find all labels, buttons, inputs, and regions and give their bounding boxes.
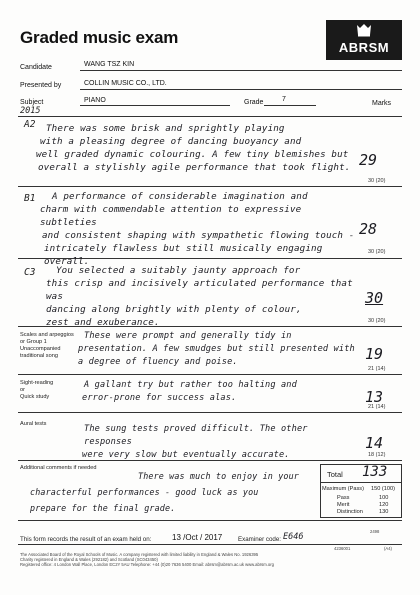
aural-tests-comment: The sung tests proved difficult. The other responses were very slow but eventually accurate. [82, 424, 308, 460]
pass-value: 100 [379, 495, 389, 501]
distinction-value: 130 [379, 509, 389, 515]
fine-print-2: Charity registered in England & Wales (292182) and Scotland (SC043450) [20, 557, 158, 562]
page-title: Graded music exam [20, 28, 179, 47]
exam-date: 13 /Oct / 2017 [172, 533, 223, 542]
crest-icon [356, 23, 372, 37]
footer-divider [18, 544, 402, 545]
subject-value: PIANO [84, 97, 106, 104]
exam-held-label: This form records the result of an exam held on: [20, 536, 152, 543]
logo-text: ABRSM [338, 40, 390, 55]
scales-max-marks: 21 (14) [368, 366, 386, 372]
section-comment: You selected a suitably jaunty approach for this crisp and incisively articulated performance that was dancing along brightly with plenty of colour, zest and exuberance. [46, 265, 353, 328]
section-max-marks: 30 (20) [368, 178, 386, 184]
merit-value: 120 [379, 502, 389, 508]
total-label: Total [327, 470, 343, 479]
section-code: B1 [24, 193, 36, 204]
total-value: 133 [362, 464, 388, 480]
fine-print-3: Registered office: 4 London Wall Place, London EC2Y 5AU Telephone: +44 (0)20 7636 5400 Email: abrsm@abrsm.ac.uk www.abrsm.org [20, 562, 274, 567]
section-comment: There was some brisk and sprightly playing with a pleasing degree of dancing buoyancy and well graded dynamic colouring. A few tiny blemishes but overall a stylishly agile performance that took flight. [36, 123, 351, 173]
sight-reading-label: Sight-reading or Quick study [20, 380, 54, 400]
scales-mark: 19 [365, 345, 384, 363]
row-divider [18, 116, 402, 117]
sight-reading-max-marks: 21 (14) [368, 404, 386, 410]
form-ref: 2498 [370, 529, 380, 534]
form-size: (A4) [384, 546, 392, 551]
distinction-label: Distinction [337, 509, 363, 515]
sight-reading-comment: A gallant try but rather too halting and error-prone for success alas. [82, 380, 297, 403]
fine-print-1: The Associated Board of the Royal Schools of Music. A company registered with limited liability in England & Wales No. 1926395 [20, 552, 259, 557]
section-comment: A performance of considerable imagination and charm with commendable attention to expressive subtleties and consistent shaping with sympathetic flowing touch - intricately flawless but still musically engaging overall. [40, 191, 355, 267]
max-pass-value: 150 (100) [371, 486, 395, 492]
totals-divider [320, 482, 402, 483]
max-pass-label: Maximum (Pass) [322, 486, 364, 492]
section-mark: 30 [365, 289, 384, 307]
subject-label: Subject [20, 99, 44, 106]
row-divider [18, 412, 402, 413]
year-note: 2015 [20, 106, 41, 116]
section-mark: 28 [359, 220, 378, 238]
scales-comment: These were prompt and generally tidy in presentation. A few smudges but still presented with a degree of fluency and poise. [78, 331, 355, 367]
candidate-value: WANG TSZ KIN [84, 61, 135, 68]
presented-by-underline [80, 89, 402, 90]
examiner-code-value: E646 [283, 532, 304, 542]
candidate-label: Candidate [20, 64, 52, 71]
section-mark: 29 [359, 151, 378, 169]
additional-comments: There was much to enjoy in your characterful performances - good luck as you prepare for the final grade. [30, 471, 299, 513]
additional-comments-label: Additional comments if needed [20, 465, 97, 471]
grade-value: 7 [282, 96, 286, 103]
subject-underline [80, 105, 230, 106]
marks-label: Marks [372, 100, 392, 107]
presented-by-label: Presented by [20, 82, 62, 89]
abrsm-logo [326, 20, 402, 60]
row-divider [18, 374, 402, 375]
sight-reading-mark: 13 [365, 388, 384, 406]
scales-label: Scales and arpeggios or Group 1 Unaccompanied traditional song [20, 332, 74, 359]
form-code: 4236001 [334, 546, 351, 551]
merit-label: Merit [337, 502, 350, 508]
section-max-marks: 30 (20) [368, 249, 386, 255]
aural-tests-label: Aural tests [20, 421, 47, 427]
aural-tests-mark: 14 [365, 434, 384, 452]
pass-label: Pass [337, 495, 350, 501]
grade-underline [264, 105, 316, 106]
presented-by-value: COLLIN MUSIC CO., LTD. [84, 80, 167, 87]
section-max-marks: 30 (20) [368, 318, 386, 324]
aural-tests-max-marks: 18 (12) [368, 452, 386, 458]
grade-label: Grade [244, 99, 264, 106]
row-divider [18, 520, 402, 521]
row-divider [18, 186, 402, 187]
section-code: A2 [24, 119, 36, 130]
examiner-code-label: Examiner code: [238, 536, 281, 543]
candidate-underline [80, 70, 402, 71]
section-code: C3 [24, 267, 36, 278]
